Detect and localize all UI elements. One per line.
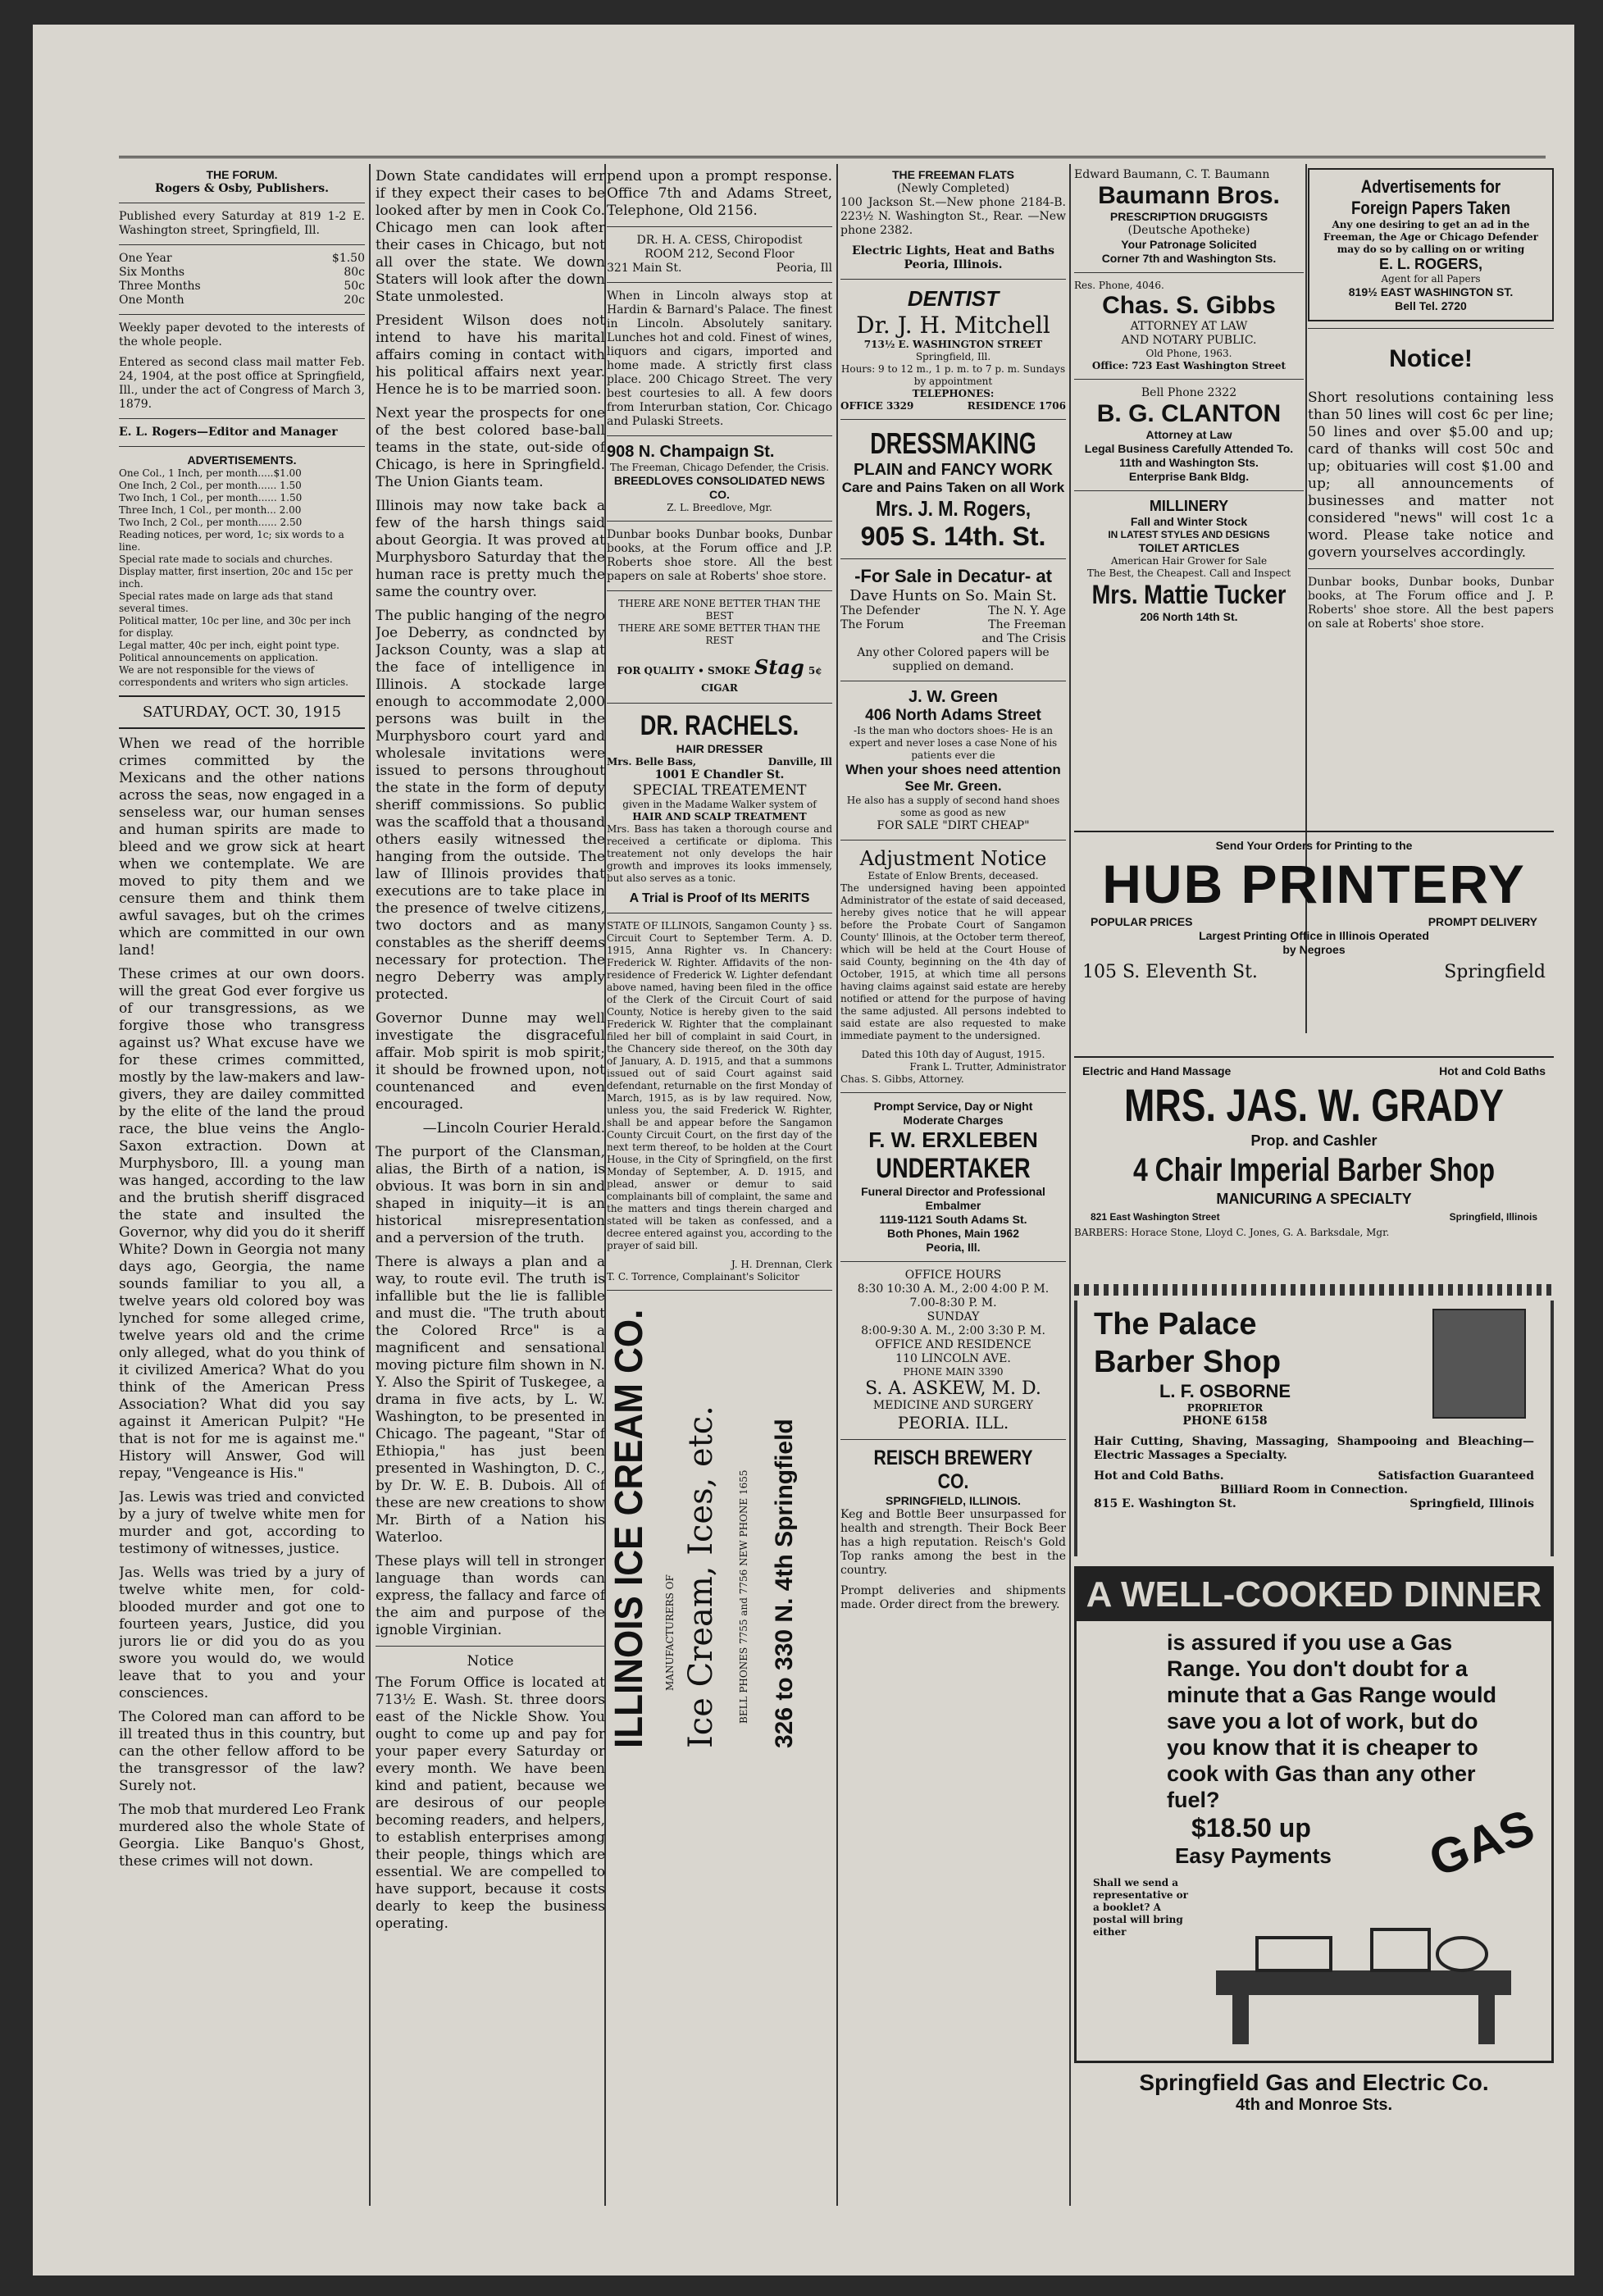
- ads-heading: ADVERTISEMENTS.: [187, 453, 297, 467]
- dentist-heading: DENTIST: [907, 286, 1000, 311]
- column-divider: [1069, 164, 1071, 2206]
- column-5: Edward Baumann, C. T. Baumann Baumann Bros. PRESCRIPTION DRUGGISTS (Deutsche Apotheke) Your Patronage Solicited Corner 7th and Washington Sts. Res. Phone, 4046. Chas. S. Gibbs ATTORNEY AT LAW AND NOTARY PUBLIC. Old Phone, 1963. Office: 723 East Washington Street Bell Phone 2322 B. G. CLANTON Attorney at Law Legal Business Carefully Attended To. 11th and Washington Sts. Enterprise Bank Bldg. MILLINERY Fall and Winter Stock IN LATEST STYLES AND DESIGNS TOILET ARTICLES American Hair Grower for Sale The Best, the Cheapest. Call and Inspect Mrs. Mattie Tucker 206 North 14th St.: [1074, 168, 1304, 865]
- editorial-paragraph: These crimes at our own doors. will the great God ever forgive us of our transgressions, as we forgive those who transgress against us? What excuse have we for these crimes committed, mostly by the law-makers and law-givers, they are dailey committed by the elite of the land the proud race, the blue veins the Anglo-Saxon extraction. Down at Murphysboro, Ill. a young man was hanged, according to the law and the brutish sheriff disgraced the state and insulted the Governor, why did you do it sheriff White? Down in Georgia not many days ago, Georgia, the name sounds familiar to you all, a twelve years old colored boy was lynched for some alleged crime, twelve years old and the crime only alleged, what do you think of it civilized America? What do you think of the American Press Association? What did you say against it American Pulpit? "He that is not for me is against me." History will Answer, God will repay, "Vengeance is His.": [119, 966, 365, 1482]
- champaign-address: 908 N. Champaign St.: [607, 443, 775, 461]
- editorial-paragraph: Illinois may now take back a few of the harsh things said about Georgia. It was proved at Murphysboro Saturday that the human race is pretty much the same the country over.: [376, 498, 605, 600]
- tucker-name: Mrs. Mattie Tucker: [1091, 580, 1286, 609]
- subscription-rates: One Year $1.50 Six Months 80c Three Months 50c One Month 20c: [119, 252, 365, 307]
- green-name: J. W. Green: [909, 688, 998, 706]
- column-2: [376, 168, 605, 1939]
- grady-name: MRS. JAS. W. GRADY: [1124, 1079, 1504, 1131]
- gas-price: $18.50 up: [1191, 1813, 1311, 1843]
- column-divider: [836, 164, 838, 2206]
- adjustment-notice-title: Adjustment Notice: [859, 847, 1047, 870]
- editorial-source: —Lincoln Courier Herald.: [422, 1120, 605, 1137]
- stag-cigar-ad: FOR QUALITY • SMOKE Stag 5¢ CIGAR: [617, 655, 822, 694]
- palace-title-1: The Palace: [1094, 1307, 1257, 1342]
- editorial-paragraph: The mob that murdered Leo Frank murdered also the whole State of Georgia. Like Banquo's Ghost, these crimes will not down.: [119, 1802, 365, 1870]
- erxleben-name: F. W. ERXLEBEN: [868, 1128, 1038, 1152]
- gibbs-name: Chas. S. Gibbs: [1102, 292, 1276, 319]
- column-4: THE FREEMAN FLATS (Newly Completed) 100 Jackson St.—New phone 2184-B. 223½ N. Washington St., Rear. —New phone 2382. Electric Lights, Heat and Baths Peoria, Illinois. DENTIST Dr. J. H. Mitchell 713½ E. WASHINGTON STREET Springfield, Ill. Hours: 9 to 12 m., 1 p. m. to 7 p. m. Sundays by appointment TELEPHONES: OFFICE 3329 RESIDENCE 1706 DRESSMAKING PLAIN and FANCY WORK Care and Pains Taken on all Work Mrs. J. M. Rogers, 905 S. 14th. St. -For Sale in Decatur- at Dave Hunts on So. Main St. The Defender The N. Y. Age The Forum The Freeman and The Crisis Any other Colored papers will be supplied on demand. J. W. Green 406 North Adams Street -Is the man who doctors shoes- He is an expert and never loses a case None of his patients ever die When your shoes need attention See Mr. Green. He also has a supply of second hand shoes some as good as new FOR SALE "DIRT CHEAP" Adjustment Notice Estate of Enlow Brents, deceased. The undersigned having been appointed Administrator of the estate of said deceased, hereby gives notice that he will appear before the Probate Court of Sangamon County' Illinois, at the October term thereof, which will be held at the Court House of said County, beginning on the 4th day of October, 1915, at which time all persons having claims against said estate are hereby notified or attend for the purpose of having the same adjusted. All persons indebted to said estate are also requested to make immediate payment to the undersigned. Dated this 10th day of August, 1915. Frank L. Trutter, Administrator Chas. S. Gibbs, Attorney. Prompt Service, Day or Night Moderate Charges F. W. ERXLEBEN UNDERTAKER Funeral Director and Professional Embalmer 1119-1121 South Adams St. Both Phones, Main 1962 Peoria, Ill. OFFICE HOURS 8:30 10:30 A. M., 2:00 4:00 P. M. 7.00-8:30 P. M. SUNDAY 8:00-9:30 A. M., 2:00 3:30 P. M. OFFICE AND RESIDENCE 110 LINCOLN AVE. PHONE MAIN 3390 S. A. ASKEW, M. D. MEDICINE AND SURGERY PEORIA. ILL. REISCH BREWERY CO. SPRINGFIELD, ILLINOIS. Keg and Bottle Beer unsurpassed for health and strength. Their Bock Beer has a high reputation. Reisch's Gold Top ranks among the best in the country. Prompt deliveries and shipments made. Order direct from the brewery.: [840, 168, 1066, 1611]
- clanton-name: B. G. CLANTON: [1096, 400, 1282, 427]
- editorial-paragraph: Governor Dunne may well investigate the disgraceful affair. Mob spirit is mob spirit; it should be frowned upon, not countenanced and even encouraged.: [376, 1010, 605, 1113]
- editorial-paragraph: There is always a plan and a way, to route evil. The truth is infallible but the lie is fallible and must die. "The truth about the Colored Rrce" is a magnificent and sensational moving picture film shown in N. Y. Also the Spirit of Tuskegee, a drama in five acts, by L. W. Washington, to be presented in Chicago. The pageant, "Star of Ethiopia," has just been presented in Washington, D. C., by Dr. W. E. B. Dubois. All of these are new creations to show Mr. Birth of a Nation his Waterloo.: [376, 1254, 605, 1546]
- editorial-paragraph: Down State candidates will err if they expect their cases to be looked after by men in Cook Co. Chicago men can look after their cases in Chicago, but not all over the state. We down Staters will look after the down State unmolested.: [376, 168, 605, 305]
- cess-room: ROOM 212, Second Floor: [644, 248, 795, 261]
- notice-text: The Forum Office is located at 713½ E. Wash. St. three doors east of the Nickle Show. You ought to come up and pay for your paper every Saturday or every month. We have been kind and patient, because we are desirous of our people becoming readers, and helpers, to establish enterprises among their people, things which are essential. We are compelled to have support, because it costs dearly to keep the business operating.: [376, 1674, 605, 1932]
- palace-barber-ad: The Palace Barber Shop L. F. OSBORNE PROPRIETOR PHONE 6158 Hair Cutting, Shaving, Massaging, Shampooing and Bleaching—Electric Massages a Specialty. Hot and Cold Baths. Satisfaction Guaranteed Billiard Room in Connection. 815 E. Washington St. Springfield, Illinois: [1074, 1279, 1554, 1558]
- trial-proof: A Trial is Proof of Its MERITS: [629, 891, 810, 905]
- proprietor-portrait: [1432, 1309, 1526, 1419]
- askew-name: S. A. ASKEW, M. D.: [865, 1378, 1041, 1399]
- gas-range-ad: A WELL-COOKED DINNER is assured if you use a Gas Range. You don't doubt for a minute that a Gas Range would save you a lot of work, but do you know that it is cheaper to cook with Gas than any other fuel? $18.50 up Easy Payments Shall we send a representative or a booklet? A postal will bring either GAS Springfield Gas and Electric Co. 4th and Monroe Sts.: [1074, 1566, 1554, 2157]
- palace-title-2: Barber Shop: [1094, 1345, 1282, 1379]
- editorial-paragraph: President Wilson does not intend to have his marital affairs coming in contact with his political affairs next year. Hence he is to be married soon.: [376, 312, 605, 398]
- published-line: Published every Saturday at 819 1-2 E. Washington street, Springfield, Ill.: [119, 210, 365, 237]
- cess-intro: pend upon a prompt response. Office 7th and Adams Street, Telephone, Old 2156.: [607, 168, 832, 219]
- rachels-heading: DR. RACHELS.: [640, 710, 799, 741]
- editorial-paragraph: Jas. Wells was tried by a jury of twelve white men, for cold-blooded murder and got one to fourteen years, Justice, did you jurors lie or did you do as you swore you would do, we would leave that to you and your consciences.: [119, 1565, 365, 1702]
- ice-cream-ad: ILLINOIS ICE CREAM CO. MANUFACTURERS OF Ice Cream, Ices, etc. BELL PHONES 7755 and 7756 NEW PHONE 1655 326 to 330 N. 4th Springfield: [607, 1309, 798, 1748]
- baumann-bros: Baumann Bros.: [1098, 182, 1280, 209]
- millinery-heading: MILLINERY: [1149, 498, 1229, 514]
- column-divider: [369, 164, 371, 2206]
- hub-printery-ad: Send Your Orders for Printing to the HUB PRINTERY POPULAR PRICES PROMPT DELIVERY Largest Printing Office in Illinois Operated by Negroes 105 S. Eleventh St. Springfield: [1074, 824, 1554, 1041]
- lincoln-ad: When in Lincoln always stop at Hardin & Barnard's Palace. The finest in Lincoln. Absolutely sanitary. Lunches hot and cold. Finest of wines, liquors and cigars, imported and home made. A strictly first class place. 200 Chicago Street. The very best courtesies to all. A few doors from Interurban station, Cor. Chicago and Pulaski Streets.: [607, 289, 832, 428]
- dunbar-ad: Dunbar books Dunbar books, Dunbar books, at the Forum office and J.P. Roberts shoe store. All the best papers on sale at Roberts' shoe store.: [607, 528, 832, 583]
- editorial-paragraph: These plays will tell in stronger language than words can express, the fallacy and farce of the aim and purpose of the ignoble Virginian.: [376, 1553, 605, 1638]
- column-3: pend upon a prompt response. Office 7th and Adams Street, Telephone, Old 2156. DR. H. A. CESS, Chiropodist ROOM 212, Second Floor 321 Main St. Peoria, Ill When in Lincoln always stop at Hardin & Barnard's Palace. The finest in Lincoln. Absolutely sanitary. Lunches hot and cold. Finest of wines, liquors and cigars, imported and home made. A strictly first class place. 200 Chicago Street. The very best courtesies to all. A few doors from Interurban station, Cor. Chicago and Pulaski Streets. 908 N. Champaign St. The Freeman, Chicago Defender, the Crisis. BREEDLOVES CONSOLIDATED NEWS CO. Z. L. Breedlove, Mgr. Dunbar books Dunbar books, Dunbar books, at the Forum office and J.P. Roberts shoe store. All the best papers on sale at Roberts' shoe store. THERE ARE NONE BETTER THAN THE BEST THERE ARE SOME BETTER THAN THE REST FOR QUALITY • SMOKE Stag 5¢ CIGAR DR. RACHELS. HAIR DRESSER Mrs. Belle Bass, Danville, Ill 1001 E Chandler St. SPECIAL TREATEMENT given in the Madame Walker system of HAIR AND SCALP TREATMENT Mrs. Bass has taken a thorough course and received a certificate or diploma. This treatement not only develops the hair growth and improves its looks immensely, but also serves as a tonic. A Trial is Proof of Its MERITS STATE OF ILLINOIS, Sangamon County } ss. Circuit Court to September Term. A. D. 1915, Anna Righter vs. In Chancery: Frederick W. Righter. Affidavits of the non-residence of Frederick W. Lighter defendant above named, having been filed in the office of the Clerk of the Circuit Court of said County, Notice is hereby given to the said Frederick W. Righter that the complainant filed her bill of complaint in said Court, in the Chancery side thereof, on the 30th day of January, A. D. 1915, and that a summons issued out of said Court against said defendant, returnable on the first Monday of March, 1915, as is by law required. Now, unless you, the said Frederick W. Righter, shall be and appear before the Sangamon County Circuit Court, on the first day of the next term thereof, to be holden at the Court House, in the City of Springfield, on the first Monday of September, A. D. 1915, and plead, answer or demur to said complainants bill of complaint, the same and the matters and tings therein charged and stated will be taken as confessed, and a decree entered against you, according to the prayer of said bill. J. H. Drennan, Clerk T. C. Torrence, Complainant's Solicitor ILLINOIS ICE CREAM CO. MANUFACTURERS OF Ice Cream, Ices, etc. BELL PHONES 7755 and 7756 NEW PHONE 1655 326 to 330 N. 4th Springfield: [607, 168, 832, 1756]
- newspaper-page: [33, 25, 1574, 2276]
- column-1: [119, 168, 365, 1877]
- entered-note: Entered as second class mail matter Feb. 24, 1904, at the post office at Springfield, Ill., under the act of Congress of March 3, 1879.: [119, 356, 365, 411]
- gas-range-illustration: [1208, 1913, 1519, 2052]
- notice-title: Notice: [467, 1653, 514, 1670]
- editorial-paragraph: The Colored man can afford to be ill treated thus in this country, but can the other fellow afford to be the transgressor of the law? Surely not.: [119, 1709, 365, 1794]
- cess-name: DR. H. A. CESS, Chiropodist: [636, 234, 803, 247]
- foreign-papers-ad: Advertisements for Foreign Papers Taken Any one desiring to get an ad in the Freeman, the Age or Chicago Defender may do so by calling on or writing E. L. ROGERS, Agent for all Papers 819½ EAST WASHINGTON ST. Bell Tel. 2720: [1308, 168, 1554, 321]
- dressmaking-heading: DRESSMAKING: [870, 426, 1036, 460]
- legal-notice: Circuit Court to September Term. A. D. 1915, Anna Righter vs. In Chancery: Frederick W. Righter. Affidavits of the non-residence of Frederick W. Lighter defendant above named, having been filed in the office of the Clerk of the Circuit Court of said County, Notice is hereby given to the said Frederick W. Righter that the complainant filed her bill of complaint in said Court, in the Chancery side thereof, on the 30th day of January, A. D. 1915, and that a summons issued out of said Court against said defendant, returnable on the first Monday of March, 1915, as is by law required. Now, unless you, the said Frederick W. Righter, shall be and appear before the Sangamon County Circuit Court, on the first day of the next term thereof, to be holden at the Court House, in the City of Springfield, on the first Monday of September, A. D. 1915, and plead, answer or demur to said complainants bill of complaint, the same and the matters and tings therein charged and stated will be taken as confessed, and a decree entered against you, according to the prayer of said bill.: [607, 932, 832, 1251]
- decorative-border: [1074, 1284, 1554, 1296]
- hub-title: HUB PRINTERY: [1102, 854, 1526, 914]
- reisch-brewery: REISCH BREWERY CO.: [873, 1446, 1033, 1493]
- gas-flame-word: GAS: [1422, 1798, 1542, 1888]
- mitchell-name: Dr. J. H. Mitchell: [856, 312, 1050, 339]
- editor-line: E. L. Rogers—Editor and Manager: [119, 426, 338, 439]
- notice-heading: Notice!: [1389, 345, 1473, 372]
- breedlove-news: BREEDLOVES CONSOLIDATED NEWS CO.: [613, 474, 826, 501]
- editorial-paragraph: When we read of the horrible crimes committed by the Mexicans and the other nations across the seas, now engaged in a senseless war, our human senses and human spirits are made to bleed and we grow sick at heart when we contemplate. We are moved to pity them and we censure them and think them awful savages, but oh the crimes which are committed in our own land!: [119, 736, 365, 959]
- column-6: [1308, 168, 1554, 865]
- freeman-flats-title: THE FREEMAN FLATS: [891, 168, 1015, 181]
- editorial-paragraph: The purport of the Clansman, alias, the Birth of a nation, is obvious. It was born in sin and shaped in iniquity—it is an historical misrepresentation and a perversion of the truth.: [376, 1144, 605, 1246]
- editorial-paragraph: Next year the prospects for one of the best colored base-ball teams in the state, out-side of Chicago, is here in Springfield. The Union Giants team.: [376, 405, 605, 490]
- dunbar-ad: Dunbar books, Dunbar books, Dunbar books, at The Forum office and J. P. Roberts' shoe store. All the best papers on sale at Roberts' shoe store.: [1308, 576, 1554, 631]
- gas-company: Springfield Gas and Electric Co.: [1139, 2070, 1489, 2095]
- notice-rates: Short resolutions containing less than 50 lines will cost 6c per line; 50 lines and over $5.00 and up; card of thanks will cost 50c and up; obituaries will cost $1.00 and up; all announcements of businesses and matter not considered "news" will cost 1c a word. Please take notice and govern yourselves accordingly.: [1308, 390, 1554, 561]
- editorial-paragraph: The public hanging of the negro Joe Deberry, as condncted by Jackson County, was a slap at the face of intelligence in Illinois. A stockade large enough to accommodate 2,000 persons was built in the Murphysboro court yard and wholesale invitations were issued to persons throughout the state in the form of deputy sheriff commissions. So public was the scaffold that a thousand others easily witnessed the hanging from the outside. The law of Illinois provides that executions are to take place in the presence of twelve citizens, two doctors and as many constables as the sheriff deems necessary for protection. The negro Deberry was amply protected.: [376, 608, 605, 1003]
- ad-rates: One Col., 1 Inch, per month.....$1.00 One Inch, 2 Col., per month...... 1.50 Two Inch, 1 Col., per month...... 1.50 Three Inch, 1 Col., per month... 2.00 Two Inch, 2 Col., per month...... 2.50: [119, 467, 303, 528]
- ad-notes: Reading notices, per word, 1c; six words to a line. Special rate made to socials and churches. Display matter, first insertion, 20c and 15c per inch. Special rates made on large ads that stand several times. Political matter, 10c per line, and 30c per inch for display. Legal matter, 40c per inch, eight point type. Political announcements on application. We are not responsible for the views of correspondents and writers who sign articles.: [119, 529, 353, 688]
- grady-barber-ad: Electric and Hand Massage Hot and Cold Baths MRS. JAS. W. GRADY Prop. and Cashler 4 Chair Imperial Barber Shop MANICURING A SPECIALTY 821 East Washington Street Springfield, Illinois BARBERS: Horace Stone, Lloyd C. Jones, G. A. Barksdale, Mgr.: [1074, 1050, 1554, 1267]
- issue-date: SATURDAY, OCT. 30, 1915: [142, 704, 342, 721]
- masthead-title: THE FORUM.: [206, 168, 278, 181]
- decatur-papers: The Defender The N. Y. Age The Forum The Freeman and The Crisis: [840, 604, 1066, 645]
- gas-ad-title: A WELL-COOKED DINNER: [1077, 1569, 1551, 1621]
- editorial-paragraph: Jas. Lewis was tried and convicted by a jury of twelve white men for murder and got, according to testimony of witnesses, justice.: [119, 1489, 365, 1557]
- masthead-publishers: Rogers & Osby, Publishers.: [155, 182, 329, 195]
- top-rule: [119, 156, 1546, 158]
- weekly-note: Weekly paper devoted to the interests of the whole people.: [119, 321, 365, 348]
